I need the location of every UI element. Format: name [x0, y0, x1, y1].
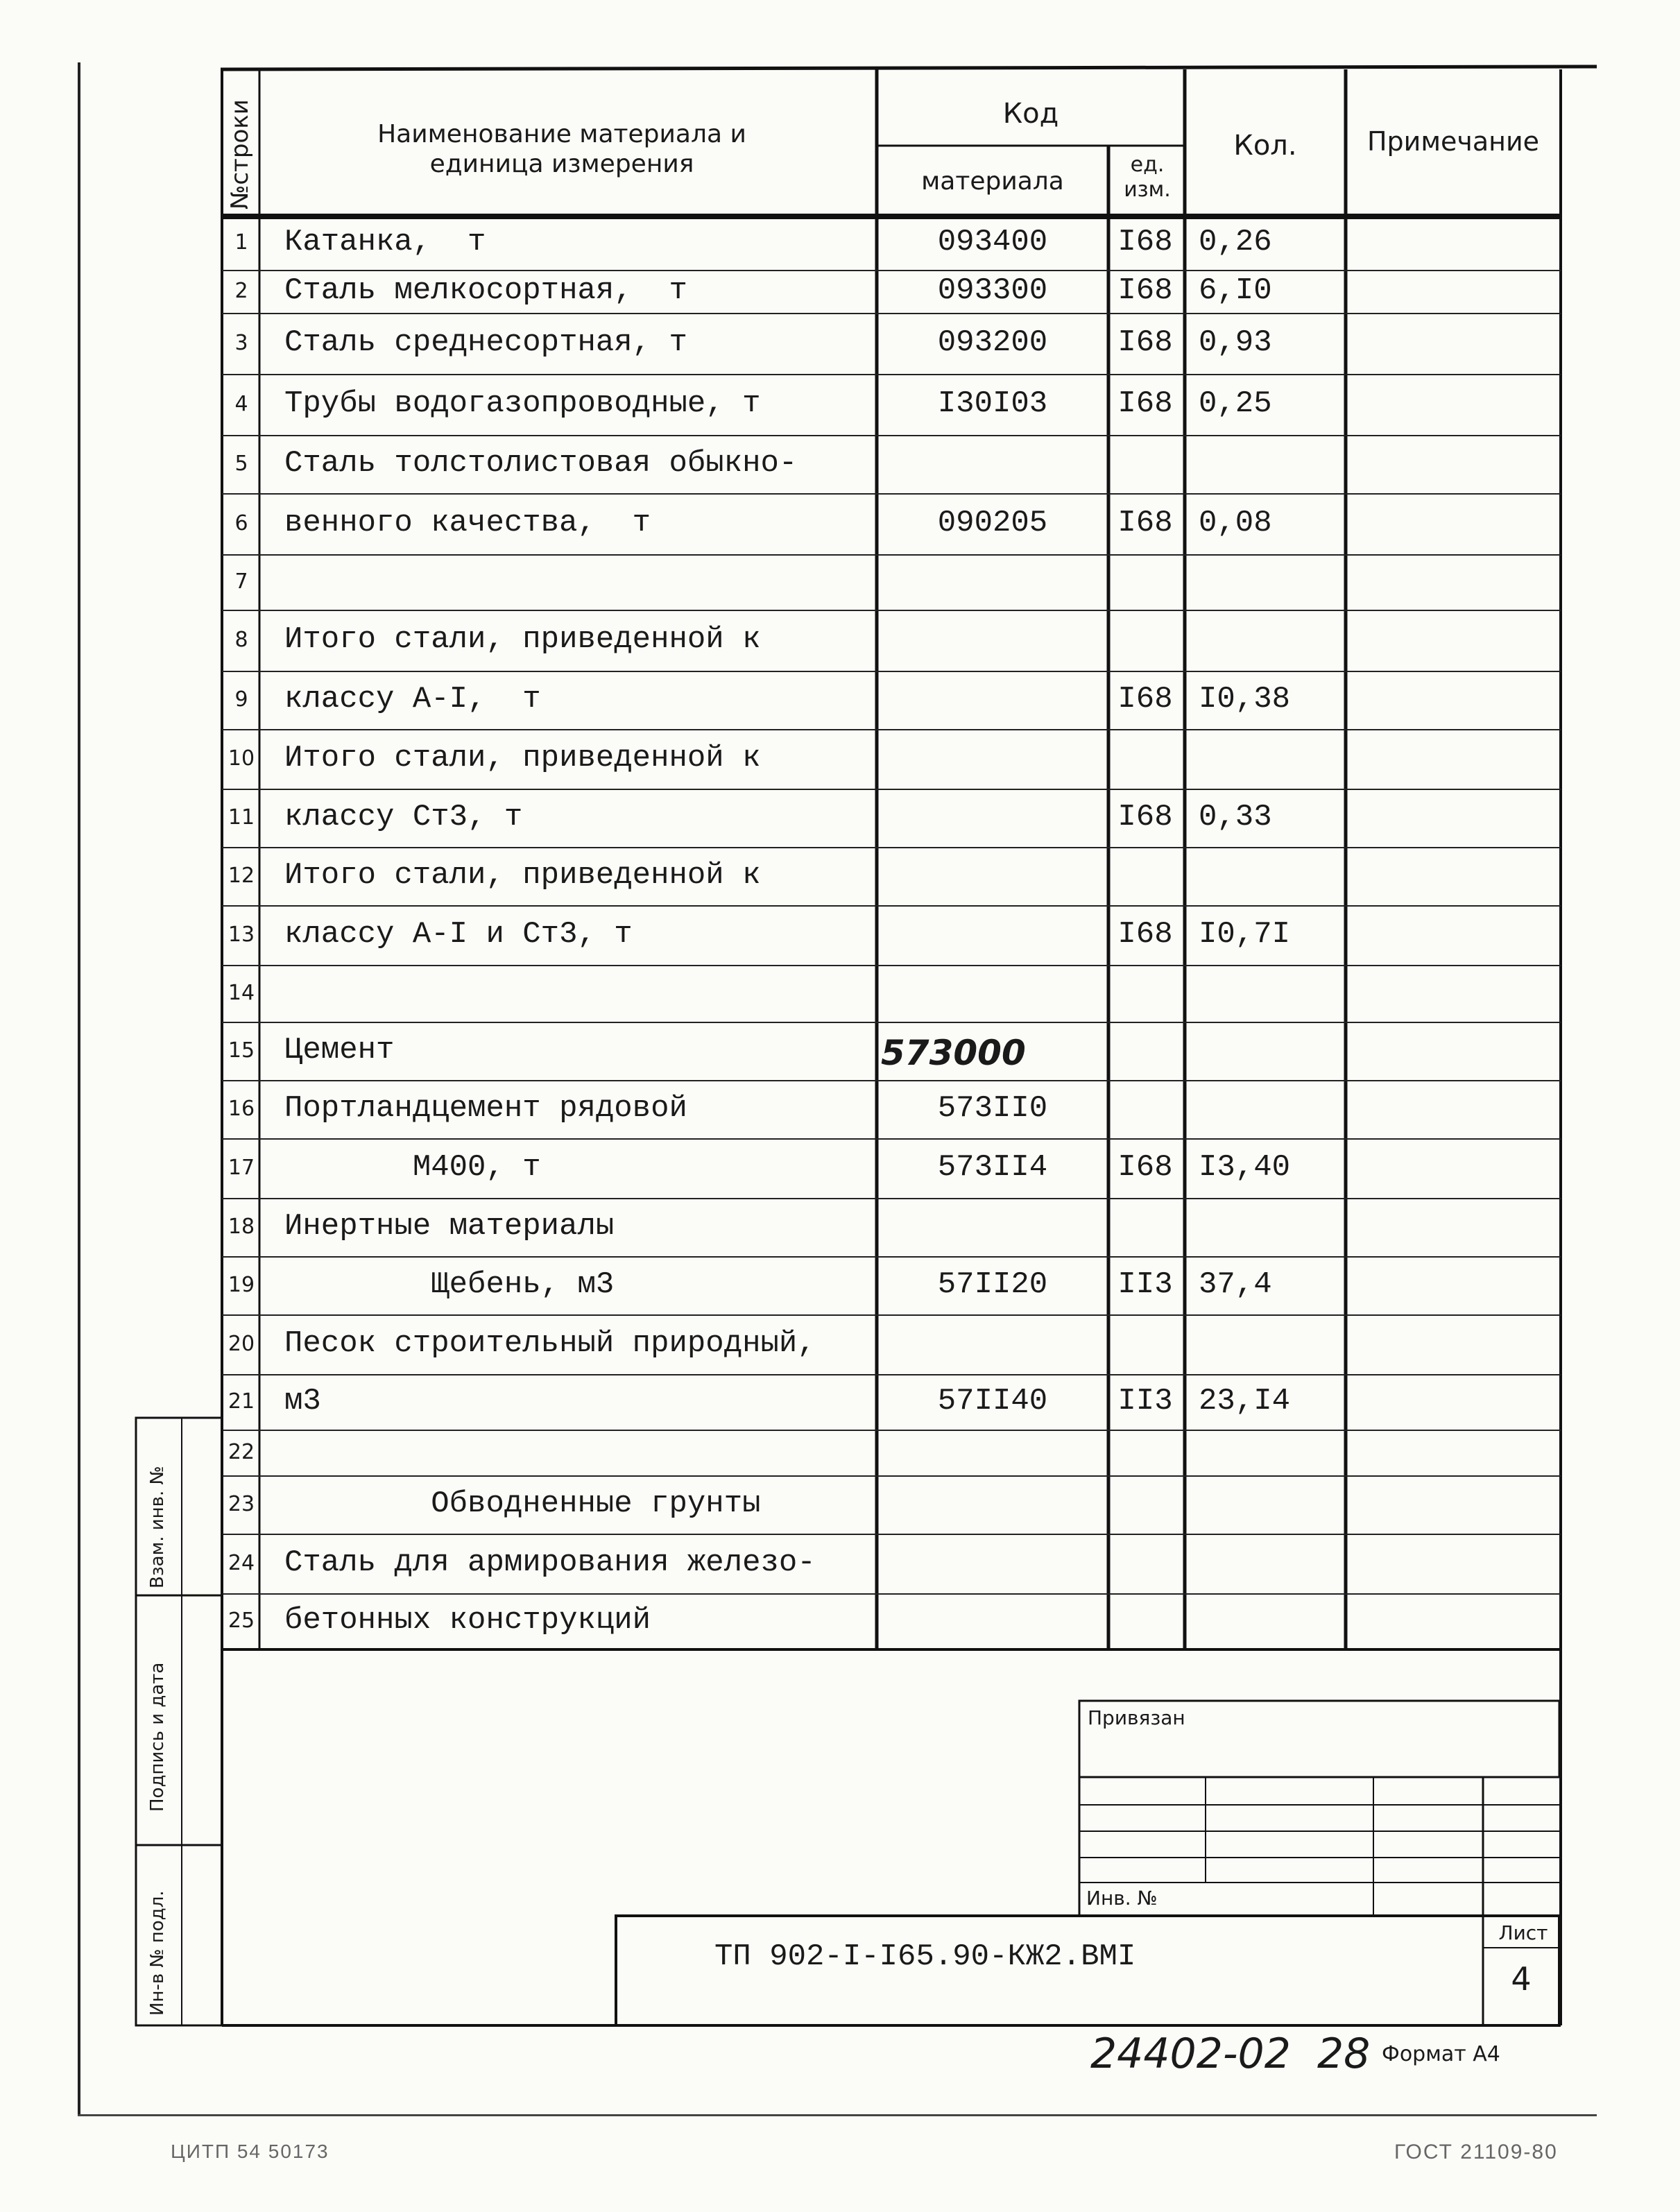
- privyazan-label: Привязан: [1088, 1706, 1185, 1729]
- header-note: Примечание: [1366, 126, 1540, 157]
- header-code-material: материала: [921, 167, 1064, 196]
- material-name: Трубы водогазопроводные, т: [284, 386, 761, 421]
- row-number: 3: [234, 331, 248, 356]
- unit-code: I68: [1117, 325, 1173, 360]
- quantity: 0,25: [1199, 386, 1272, 421]
- material-name: М400, т: [284, 1149, 541, 1185]
- material-name: Щебень, м3: [284, 1267, 615, 1302]
- row-number: 6: [234, 511, 248, 536]
- material-code: 57II20: [937, 1267, 1048, 1302]
- row-number: 17: [228, 1156, 255, 1181]
- row-number: 12: [228, 864, 255, 889]
- material-name: классу Ст3, т: [284, 799, 523, 834]
- material-name: м3: [284, 1383, 321, 1418]
- sheet-number: 4: [1511, 1960, 1532, 1998]
- quantity: 0,26: [1199, 224, 1272, 259]
- side-stamp-inv: Ин-в № подл.: [147, 1890, 168, 2016]
- unit-code: I68: [1117, 681, 1173, 717]
- material-code: 090205: [937, 505, 1048, 540]
- material-name: Итого стали, приведенной к: [284, 740, 761, 775]
- quantity: 23,I4: [1199, 1383, 1291, 1418]
- row-number: 11: [228, 805, 255, 830]
- row-number: 19: [228, 1273, 255, 1298]
- row-number: 25: [228, 1609, 255, 1634]
- quantity: 0,08: [1199, 505, 1272, 540]
- document-designation: ТП 902-I-I65.90-КЖ2.ВМI: [714, 1939, 1136, 1974]
- row-number: 4: [234, 392, 248, 417]
- row-number: 7: [234, 569, 248, 594]
- row-number: 9: [234, 687, 248, 712]
- material-name: Итого стали, приведенной к: [284, 857, 761, 893]
- row-number: 23: [228, 1492, 255, 1517]
- row-number: 10: [228, 746, 255, 771]
- material-code: I30I03: [937, 386, 1048, 421]
- material-name: Сталь для армирования железо-: [284, 1545, 816, 1580]
- material-code: 093200: [937, 325, 1048, 360]
- material-name: Портландцемент рядовой: [284, 1090, 687, 1126]
- header-name: Наименование материала и единица измерения: [377, 120, 746, 179]
- quantity: I0,7I: [1199, 916, 1291, 952]
- row-number: 13: [228, 923, 255, 948]
- header-code: Код: [1002, 98, 1059, 130]
- quantity: 6,I0: [1199, 273, 1272, 308]
- quantity: 37,4: [1199, 1267, 1272, 1302]
- material-code: 573II4: [937, 1149, 1048, 1185]
- material-name: бетонных конструкций: [284, 1602, 651, 1638]
- row-number: 2: [234, 279, 248, 304]
- unit-code: I68: [1117, 799, 1173, 834]
- row-number: 5: [234, 452, 248, 477]
- material-name: Сталь толстолистовая обыкно-: [284, 445, 798, 481]
- material-name: Песок строительный природный,: [284, 1326, 816, 1361]
- format-label: Формат А4: [1382, 2042, 1500, 2066]
- gost-code-right: ГОСТ 21109-80: [1394, 2141, 1558, 2163]
- header-code-unit: ед. изм.: [1124, 153, 1171, 202]
- material-name: венного качества, т: [284, 505, 651, 540]
- side-stamp-podpis: Подпись и дата: [147, 1662, 168, 1812]
- header-qty: Кол.: [1233, 130, 1297, 162]
- material-name: Инертные материалы: [284, 1208, 615, 1244]
- handwritten-number: 24402-02 28: [1090, 2030, 1371, 2078]
- material-code: 093300: [937, 273, 1048, 308]
- row-number: 8: [234, 628, 248, 653]
- quantity: 0,93: [1199, 325, 1272, 360]
- quantity: I0,38: [1199, 681, 1291, 717]
- material-name: Обводненные грунты: [284, 1486, 761, 1521]
- side-stamp-vzam: Взам. инв. №: [147, 1466, 168, 1588]
- row-number: 18: [228, 1215, 255, 1240]
- inv-no-label: Инв. №: [1086, 1887, 1158, 1910]
- material-name: Итого стали, приведенной к: [284, 621, 761, 657]
- row-number: 15: [228, 1038, 255, 1063]
- unit-code: II3: [1117, 1383, 1173, 1418]
- material-name: Сталь мелкосортная, т: [284, 273, 687, 308]
- material-name: классу А-I, т: [284, 681, 541, 717]
- unit-code: II3: [1117, 1267, 1173, 1302]
- material-code: 57II40: [937, 1383, 1048, 1418]
- unit-code: I68: [1117, 505, 1173, 540]
- row-number: 20: [228, 1332, 255, 1357]
- quantity: I3,40: [1199, 1149, 1291, 1185]
- row-number: 22: [228, 1440, 255, 1465]
- material-code: 093400: [937, 224, 1048, 259]
- sheet-label: Лист: [1498, 1921, 1548, 1944]
- material-name: классу А-I и Ст3, т: [284, 916, 633, 952]
- material-code: 573000: [881, 1032, 1026, 1073]
- print-code-left: ЦИТП 54 50173: [171, 2141, 329, 2162]
- row-number: 16: [228, 1097, 255, 1122]
- row-number: 1: [234, 230, 248, 255]
- unit-code: I68: [1117, 386, 1173, 421]
- material-name: Катанка, т: [284, 224, 486, 259]
- row-number: 21: [228, 1389, 255, 1414]
- material-name: Цемент: [284, 1032, 395, 1068]
- row-number: 14: [228, 981, 255, 1006]
- material-name: Сталь среднесортная, т: [284, 325, 687, 360]
- unit-code: I68: [1117, 224, 1173, 259]
- unit-code: I68: [1117, 1149, 1173, 1185]
- material-code: 573II0: [937, 1090, 1048, 1126]
- header-row-no: №строки: [226, 99, 254, 209]
- quantity: 0,33: [1199, 799, 1272, 834]
- row-number: 24: [228, 1551, 255, 1576]
- unit-code: I68: [1117, 916, 1173, 952]
- unit-code: I68: [1117, 273, 1173, 308]
